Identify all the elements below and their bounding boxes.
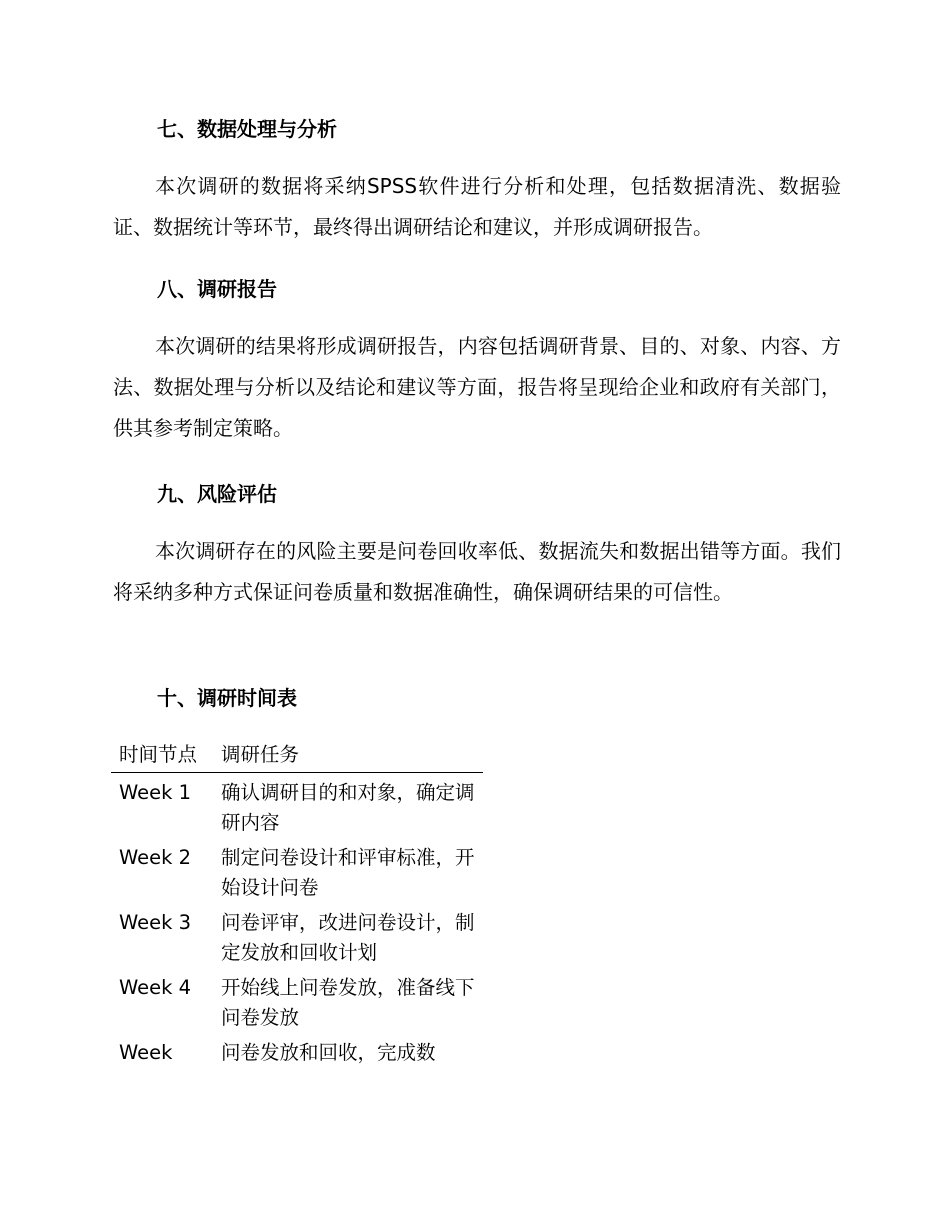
row-time: Week bbox=[119, 1041, 173, 1064]
row-time: Week 2 bbox=[119, 846, 192, 869]
schedule-table bbox=[111, 740, 483, 1068]
section-heading-9: 九、风险评估 bbox=[157, 482, 277, 506]
row-task: 制定问卷设计和评审标准，开始设计问卷 bbox=[221, 846, 475, 899]
section-heading-8: 八、调研报告 bbox=[157, 277, 277, 301]
section-body-8: 本次调研的结果将形成调研报告，内容包括调研背景、目的、对象、内容、方法、数据处理与分析以及结论和建议等方面，报告将呈现给企业和政府有关部门，供其参考制定策略。 bbox=[113, 334, 841, 440]
section-heading-7: 七、数据处理与分析 bbox=[157, 117, 337, 141]
table-row bbox=[111, 903, 483, 968]
section-body-7: 本次调研的数据将采纳SPSS软件进行分析和处理，包括数据清洗、数据验证、数据统计等环节，最终得出调研结论和建议，并形成调研报告。 bbox=[113, 174, 841, 239]
row-task: 确认调研目的和对象，确定调研内容 bbox=[221, 781, 475, 834]
table-row bbox=[111, 773, 483, 839]
header-time: 时间节点 bbox=[119, 743, 198, 766]
row-task: 问卷评审，改进问卷设计，制定发放和回收计划 bbox=[221, 911, 475, 964]
table-row bbox=[111, 838, 483, 903]
section-body-9: 本次调研存在的风险主要是问卷回收率低、数据流失和数据出错等方面。我们将采纳多种方式保证问卷质量和数据准确性，确保调研结果的可信性。 bbox=[113, 539, 841, 604]
row-time: Week 3 bbox=[119, 911, 192, 934]
row-task: 开始线上问卷发放，准备线下问卷发放 bbox=[221, 976, 475, 1029]
header-task: 调研任务 bbox=[221, 743, 300, 766]
table-row bbox=[111, 1033, 483, 1068]
row-time: Week 1 bbox=[119, 781, 192, 804]
row-task: 问卷发放和回收，完成数 bbox=[221, 1041, 436, 1064]
table-header-row bbox=[111, 740, 483, 773]
table-row bbox=[111, 968, 483, 1033]
row-time: Week 4 bbox=[119, 976, 192, 999]
section-heading-10: 十、调研时间表 bbox=[157, 686, 297, 710]
